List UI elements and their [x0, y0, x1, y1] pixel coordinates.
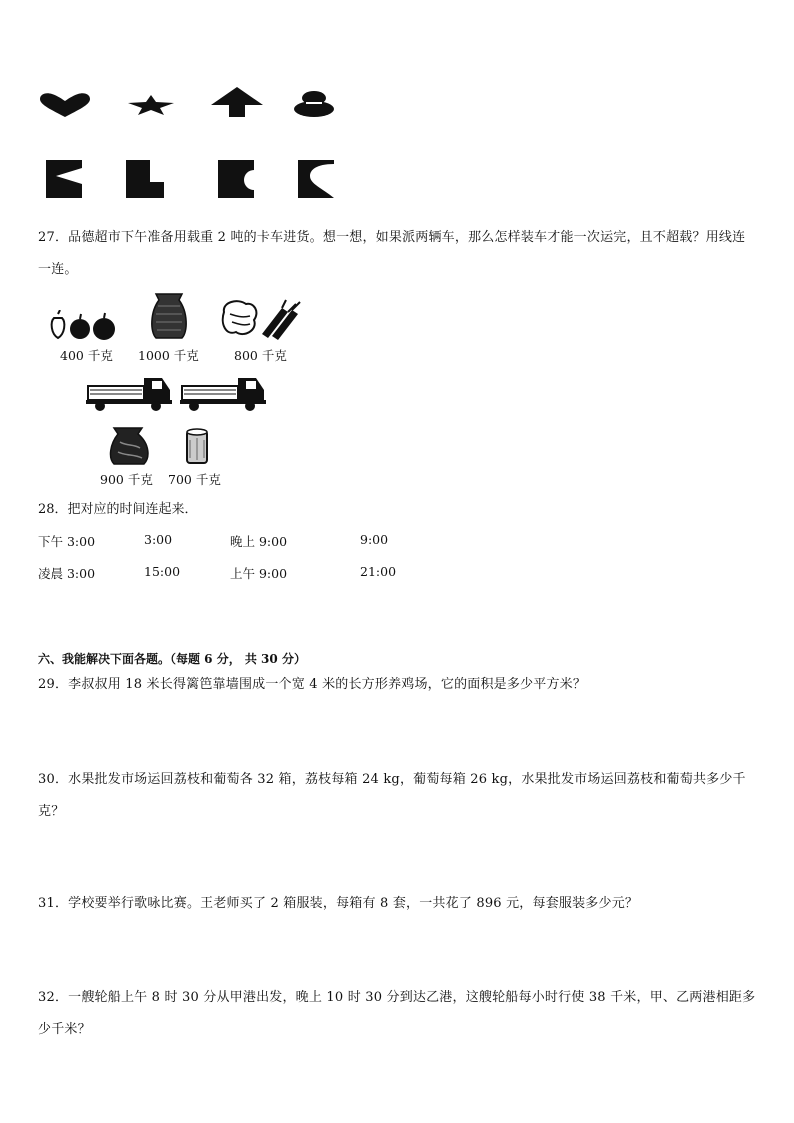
barrel-icon	[184, 428, 210, 466]
goods-label-400: 400 千克	[60, 348, 113, 363]
question-27: 27．品德超市下午准备用载重 2 吨的卡车进货。想一想，如果派两辆车，那么怎样装车才能一次运完，且不超载？用线连一连。	[38, 230, 746, 277]
time-cell: 3:00	[144, 532, 173, 547]
goods-label-700: 700 千克	[168, 472, 221, 487]
goods-label-900: 900 千克	[100, 472, 153, 487]
truck-icon	[86, 372, 172, 412]
notched-block-2-icon	[126, 160, 164, 198]
time-cell: 下午 3:00	[38, 534, 96, 549]
arrow-up-icon	[210, 86, 264, 118]
notched-block-4-icon	[298, 160, 336, 198]
time-cell: 晚上 9:00	[230, 534, 288, 549]
time-cell: 21:00	[360, 564, 397, 579]
time-cell: 15:00	[144, 564, 181, 579]
goods-label-1000: 1000 千克	[138, 348, 199, 363]
vegetables-icon	[220, 298, 302, 340]
question-31: 31．学校要举行歌咏比赛。王老师买了 2 箱服装，每箱有 8 套，一共花了 896 元，每套服装多少元？	[38, 896, 639, 911]
bag-icon	[108, 424, 152, 466]
time-cell: 上午 9:00	[230, 566, 288, 581]
time-cell: 凌晨 3:00	[38, 566, 96, 581]
fruit-icon	[48, 310, 120, 342]
question-30: 30．水果批发市场运回荔枝和葡萄各 32 箱，荔枝每箱 24 kg，葡萄每箱 26 kg，水果批发市场运回荔枝和葡萄共多少千克？	[38, 772, 746, 819]
notched-block-3-icon	[218, 160, 256, 198]
star-icon	[126, 94, 176, 116]
question-28: 28．把对应的时间连起来．	[38, 502, 198, 517]
heart-icon	[38, 92, 92, 118]
sack-icon	[148, 292, 190, 340]
figure-eight-icon	[292, 90, 336, 118]
goods-label-800: 800 千克	[234, 348, 287, 363]
question-32: 32．一艘轮船上午 8 时 30 分从甲港出发，晚上 10 时 30 分到达乙港，这艘轮船每小时行使 38 千米，甲、乙两港相距多少千米？	[38, 990, 756, 1037]
time-cell: 9:00	[360, 532, 389, 547]
question-29: 29．李叔叔用 18 米长得篱笆靠墙围成一个宽 4 米的长方形养鸡场，它的面积是多少平方米？	[38, 677, 587, 692]
truck-icon	[180, 372, 266, 412]
notched-block-1-icon	[46, 160, 84, 198]
section-heading: 六、我能解决下面各题。（每题 6 分， 共 30 分）	[38, 652, 306, 666]
